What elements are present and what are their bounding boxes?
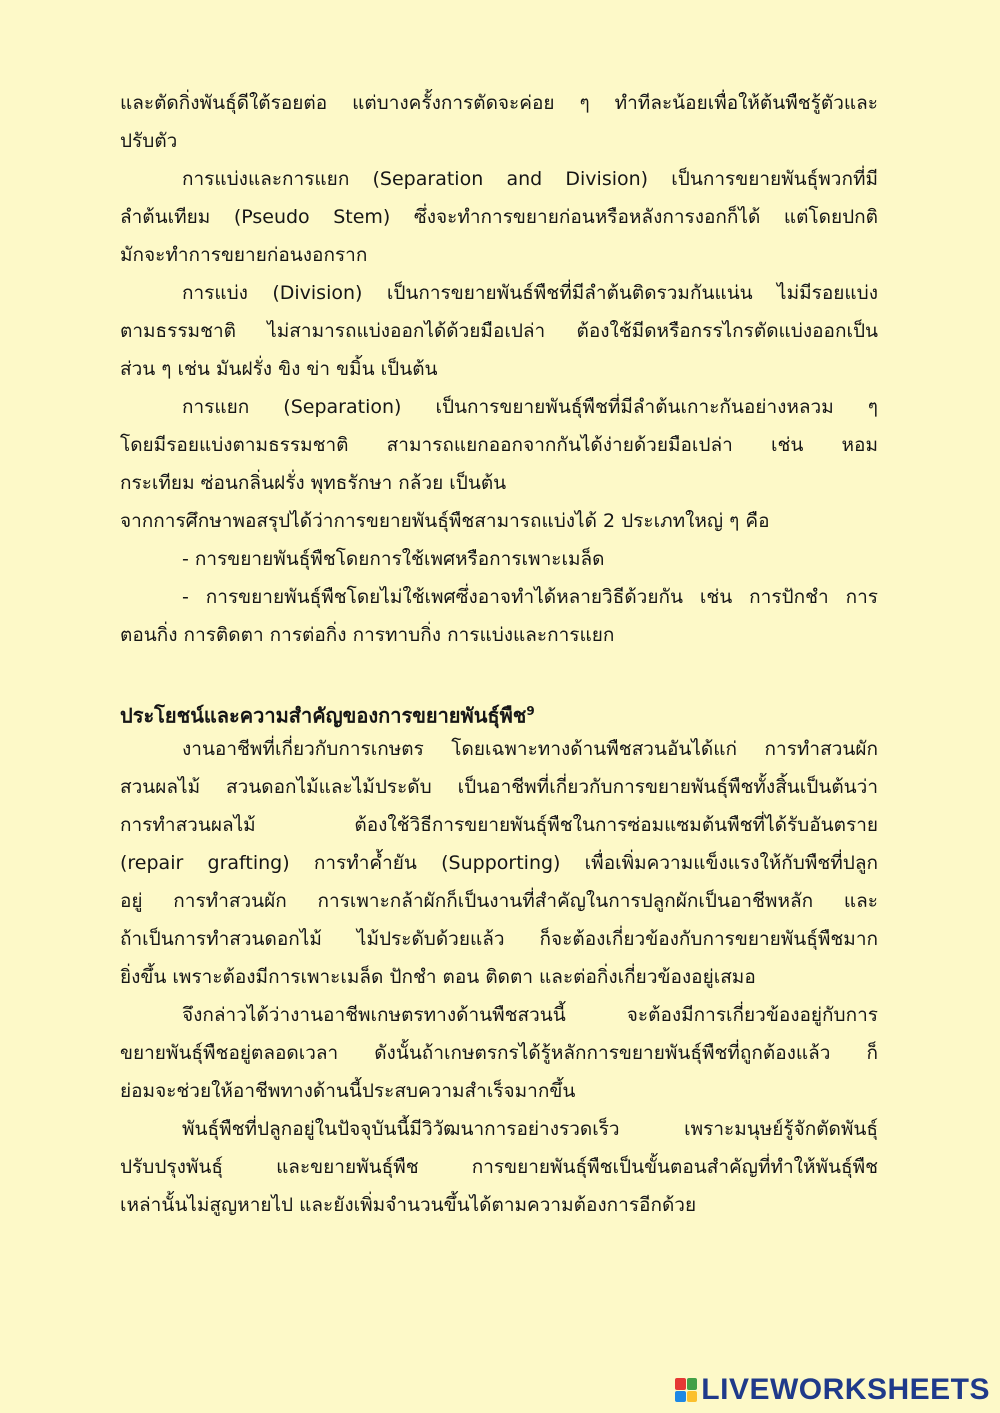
footnote-marker: 9 xyxy=(526,704,535,718)
text-line: ส่วน ๆ เช่น มันฝรั่ง ขิง ข่า ขมิ้น เป็นต้น xyxy=(120,358,438,380)
text-line: งานอาชีพที่เกี่ยวกับการเกษตร โดยเฉพาะทางด้านพืชสวนอันได้แก่ การทำสวนผัก xyxy=(182,738,878,760)
text-line: การแบ่ง (Division) เป็นการขยายพันธ์พืชที่มีลำต้นติดรวมกันแน่น ไม่มีรอยแบ่ง xyxy=(182,282,878,304)
text-line: ถ้าเป็นการทำสวนดอกไม้ ไม้ประดับด้วยแล้ว ก็จะต้องเกี่ยวข้องกับการขยายพันธุ์พืชมาก xyxy=(120,928,878,950)
text-line: และตัดกิ่งพันธุ์ดีใต้รอยต่อ แต่บางครั้งการตัดจะค่อย ๆ ทำทีละน้อยเพื่อให้ต้นพืชรู้ตัวและ xyxy=(120,92,878,114)
text-line: ตอนกิ่ง การติดตา การต่อกิ่ง การทาบกิ่ง การแบ่งและการแยก xyxy=(120,624,615,646)
document-page xyxy=(120,84,878,1224)
liveworksheets-logo[interactable] xyxy=(675,1375,990,1405)
text-line: พันธุ์พืชที่ปลูกอยู่ในปัจจุบันนี้มีวิวัฒนาการอย่างรวดเร็ว เพราะมนุษย์รู้จักตัดพันธุ์ xyxy=(182,1118,878,1140)
section-heading-text: ประโยชน์และความสำคัญของการขยายพันธุ์พืช xyxy=(120,703,527,728)
bullet-item: - การขยายพันธุ์พืชโดยการใช้เพศหรือการเพาะเมล็ด xyxy=(182,548,605,570)
text-line: เหล่านั้นไม่สูญหายไป และยังเพิ่มจำนวนขึ้นได้ตามความต้องการอีกด้วย xyxy=(120,1194,697,1216)
text-line: ปรับตัว xyxy=(120,130,178,152)
text-line: การทำสวนผลไม้ ต้องใช้วิธีการขยายพันธุ์พืชในการซ่อมแซมต้นพืชที่ได้รับอันตราย xyxy=(120,814,878,836)
text-line: ย่อมจะช่วยให้อาชีพทางด้านนี้ประสบความสำเร็จมากขึ้น xyxy=(120,1080,576,1102)
text-line: การแบ่งและการแยก (Separation and Division) เป็นการขยายพันธุ์พวกที่มี xyxy=(182,168,878,190)
text-line: สวนผลไม้ สวนดอกไม้และไม้ประดับ เป็นอาชีพที่เกี่ยวกับการขยายพันธุ์พืชทั้งสิ้นเป็นต้นว่า xyxy=(120,776,878,798)
spacer xyxy=(120,654,878,692)
logo-square xyxy=(687,1378,698,1390)
text-line: ตามธรรมชาติ ไม่สามารถแบ่งออกได้ด้วยมือเปล่า ต้องใช้มีดหรือกรรไกรตัดแบ่งออกเป็น xyxy=(120,320,878,342)
text-line: ยิ่งขึ้น เพราะต้องมีการเพาะเมล็ด ปักชำ ตอน ติดตา และต่อกิ่งเกี่ยวข้องอยู่เสมอ xyxy=(120,966,756,988)
liveworksheets-logo-icon xyxy=(675,1378,697,1402)
text-line: (repair grafting) การทำค้ำยัน (Supporting) เพื่อเพิ่มความแข็งแรงให้กับพืชที่ปลูก xyxy=(120,852,878,874)
text-line: อยู่ การทำสวนผัก การเพาะกล้าผักก็เป็นงานที่สำคัญในการปลูกผักเป็นอาชีพหลัก และ xyxy=(120,890,878,912)
text-line: ลำต้นเทียม (Pseudo Stem) ซึ่งจะทำการขยายก่อนหรือหลังการงอกก็ได้ แต่โดยปกติ xyxy=(120,206,878,228)
text-line: ขยายพันธุ์พืชอยู่ตลอดเวลา ดังนั้นถ้าเกษตรกรได้รู้หลักการขยายพันธุ์พืชที่ถูกต้องแล้ว ก็ xyxy=(120,1042,878,1064)
logo-square xyxy=(675,1391,686,1403)
summary-line: จากการศึกษาพอสรุปได้ว่าการขยายพันธุ์พืชสามารถแบ่งได้ 2 ประเภทใหญ่ ๆ คือ xyxy=(120,510,770,532)
logo-text: LIVEWORKSHEETS xyxy=(701,1373,990,1406)
bullet-item: - การขยายพันธุ์พืชโดยไม่ใช้เพศซึ่งอาจทำได้หลายวิธีด้วยกัน เช่น การปักชำ การ xyxy=(182,586,878,608)
text-line: การแยก (Separation) เป็นการขยายพันธุ์พืชที่มีลำต้นเกาะกันอย่างหลวม ๆ xyxy=(182,396,878,418)
logo-square xyxy=(687,1391,698,1403)
text-line: จึงกล่าวได้ว่างานอาชีพเกษตรทางด้านพืชสวนนี้ จะต้องมีการเกี่ยวข้องอยู่กับการ xyxy=(182,1004,878,1026)
text-line: โดยมีรอยแบ่งตามธรรมชาติ สามารถแยกออกจากกันได้ง่ายด้วยมือเปล่า เช่น หอม xyxy=(120,434,878,456)
text-line: มักจะทำการขยายก่อนงอกราก xyxy=(120,244,368,266)
text-line: กระเทียม ซ่อนกลิ่นฝรั่ง พุทธรักษา กล้วย เป็นต้น xyxy=(120,472,507,494)
logo-square xyxy=(675,1378,686,1390)
section-heading xyxy=(120,692,878,730)
text-line: ปรับปรุงพันธุ์ และขยายพันธุ์พืช การขยายพันธุ์พืชเป็นขั้นตอนสำคัญที่ทำให้พันธุ์พืช xyxy=(120,1156,878,1178)
